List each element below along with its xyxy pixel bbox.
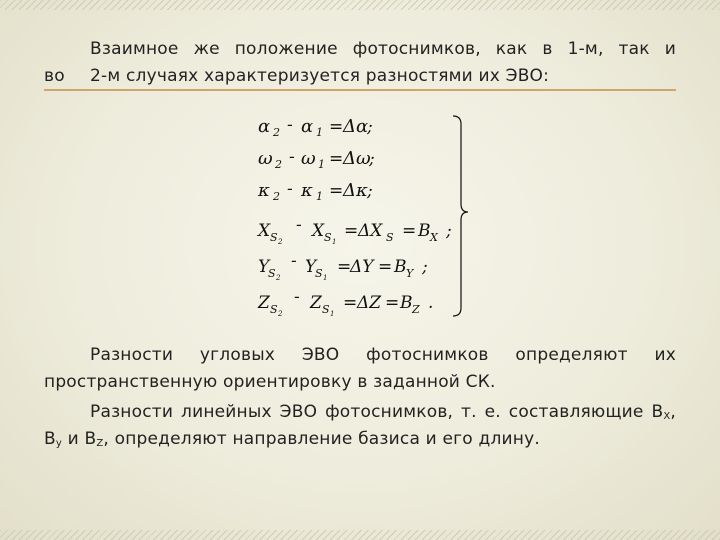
intro-line-1: Взаимное же положение фотоснимков, как в 1-м, так и [90,39,676,59]
formula-subscript: S [268,267,276,280]
formula-b: B [400,293,413,313]
formula-subscript: S [322,303,330,316]
formula-end: ; [369,149,375,169]
equals-sign: = [329,117,344,137]
formula-subsubscript: 1 [332,238,337,246]
formula-row-y [258,251,428,282]
formula-row-kappa [257,179,373,203]
paragraph-linear [44,399,676,453]
formula-end: ; [446,221,452,241]
formula-term: X [258,221,271,241]
equals-sign: = [329,149,344,169]
equals-sign: = [343,293,358,313]
explanation-text [44,342,676,453]
formula-delta: ΔY [350,257,374,277]
formula-term: α [258,116,271,137]
paragraph-linear-part: и B [62,429,97,449]
paragraph-angular: Разности угловых ЭВО фотоснимков определяют их пространственную ориентировку в заданной СК. [44,345,676,392]
formula-subscript: S [315,267,323,280]
formula-row-omega [258,147,375,171]
minus-sign: - [287,115,293,135]
formula-row-alpha [258,115,373,139]
paragraph-linear-part: , B [44,402,676,449]
formula-term: κ [258,180,270,201]
equals-sign: = [385,293,400,313]
minus-sign: - [289,147,295,167]
formula-end: . [428,293,434,313]
formula-subsubscript: 2 [278,238,283,246]
subscript-y: y [55,438,62,449]
paragraph-linear-part: Разности линейных ЭВО фотоснимков, т. е. составляющие B [90,402,664,422]
formula-term: ω [301,148,316,169]
subscript-x: X [663,411,671,422]
minus-sign: - [296,215,302,235]
equals-sign: = [344,221,359,241]
formula-subscript: Y [406,267,414,280]
formula-term: X [312,221,325,241]
formula-delta: Δκ [343,180,368,201]
formula-subscript: 1 [316,126,323,139]
equals-sign: = [402,221,417,241]
formula-subscript: 2 [273,126,280,139]
formula-term: Y [258,257,270,277]
formula-term: α [301,116,314,137]
formula-term: Y [305,257,317,277]
formula-delta: ΔZ [357,293,382,313]
formula-subscript: S [270,303,278,316]
equals-sign: = [329,181,344,201]
formula-subscript: S [386,231,394,244]
formula-subscript: S [324,231,332,244]
equals-sign: = [337,257,352,277]
formula-subscript: 1 [318,158,325,171]
formula-subsubscript: 2 [278,310,283,318]
formula-term: Z [258,293,270,313]
equals-sign: = [378,257,393,277]
formula-subscript: S [270,231,278,244]
intro-line-2-text: 2-м случаях характеризуется разностями их ЭВО: [90,66,550,86]
formula-term: ω [258,148,273,169]
formula-subscript: 2 [275,158,282,171]
paragraph-linear-part: , определяют направление базиса и его длину. [103,429,540,449]
formula-term: Z [310,293,322,313]
intro-prefix: во [44,66,65,86]
formula-subscript: Z [412,303,420,316]
right-brace [453,116,468,316]
formula-subscript: X [430,231,438,244]
formula-end: ; [367,117,373,137]
formula-subscript: 1 [316,190,323,203]
formula-subsubscript: 1 [323,274,328,282]
formula-end: ; [422,257,428,277]
formula-term: κ [301,180,313,201]
minus-sign: - [291,251,297,271]
formula-delta: ΔX [358,221,383,241]
formula-row-x [256,215,452,246]
formula-b: B [418,221,431,241]
formula-b: B [394,257,407,277]
minus-sign: - [294,287,300,307]
subscript-z: Z [96,438,104,449]
formula-row-z [257,287,433,318]
formula-delta: Δα [343,116,369,137]
formula-subsubscript: 2 [276,274,281,282]
minus-sign: - [287,179,293,199]
formula-delta: Δω [343,148,371,169]
formula-end: ; [367,181,373,201]
formula-subsubscript: 1 [330,310,335,318]
formula-subscript: 2 [273,190,280,203]
